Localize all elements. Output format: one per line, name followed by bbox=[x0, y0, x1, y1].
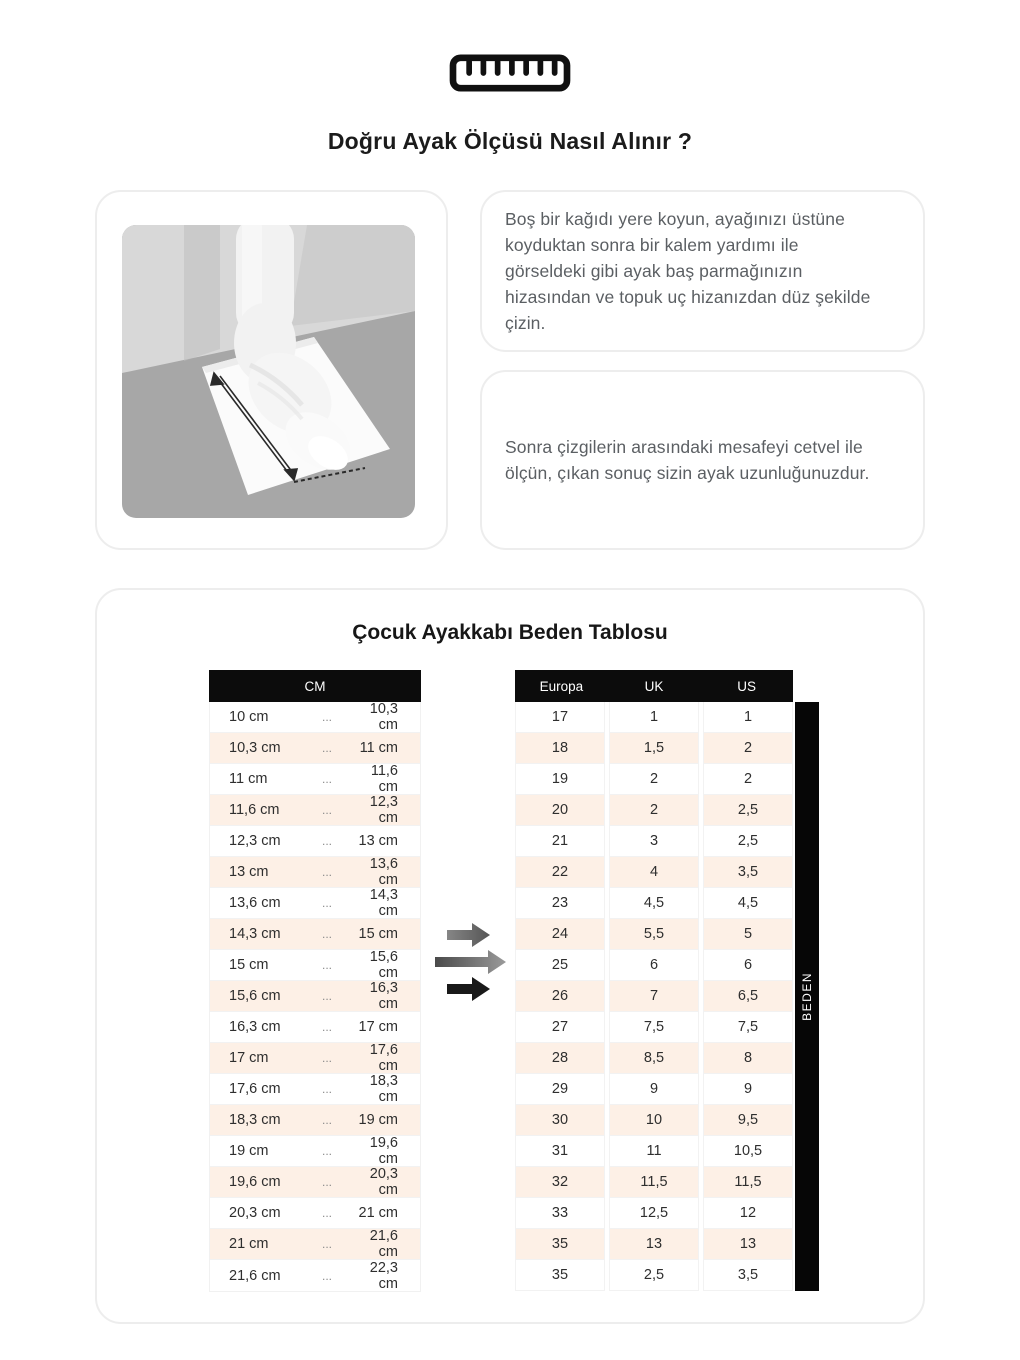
size-europa-value: 22 bbox=[515, 857, 605, 888]
size-table-row bbox=[515, 826, 793, 857]
range-dots: ... bbox=[321, 1051, 332, 1065]
range-dots: ... bbox=[321, 710, 332, 724]
size-uk-value: 9 bbox=[609, 1074, 699, 1105]
range-dots: ... bbox=[321, 958, 332, 972]
size-europa-value: 33 bbox=[515, 1198, 605, 1229]
size-us-value: 12 bbox=[703, 1198, 793, 1229]
instruction-step-2: Sonra çizgilerin arasındaki mesafeyi cetvel ile ölçün, çıkan sonuç sizin ayak uzunluğunuzdur. bbox=[505, 437, 870, 483]
cm-min-value: 10 cm bbox=[229, 709, 269, 725]
cm-max-value: 19 cm bbox=[358, 1112, 398, 1128]
cm-max-value: 19,6 cm bbox=[369, 1135, 398, 1167]
size-us-value: 2,5 bbox=[703, 795, 793, 826]
cm-min-value: 17,6 cm bbox=[229, 1081, 281, 1097]
size-table-row bbox=[515, 857, 793, 888]
size-table-row bbox=[515, 733, 793, 764]
size-table-row bbox=[515, 764, 793, 795]
size-europa-value: 35 bbox=[515, 1260, 605, 1291]
size-us-value: 3,5 bbox=[703, 857, 793, 888]
size-table-row bbox=[515, 1260, 793, 1291]
cm-min-value: 11 cm bbox=[229, 771, 268, 787]
cm-table-row bbox=[210, 1136, 420, 1167]
size-uk-value: 11,5 bbox=[609, 1167, 699, 1198]
size-uk-value: 2 bbox=[609, 795, 699, 826]
cm-table-row bbox=[210, 1012, 420, 1043]
cm-min-value: 17 cm bbox=[229, 1050, 269, 1066]
cm-max-value: 21 cm bbox=[358, 1205, 398, 1221]
range-dots: ... bbox=[321, 865, 332, 879]
cm-max-value: 13,6 cm bbox=[369, 856, 398, 888]
size-table-row bbox=[515, 1043, 793, 1074]
size-uk-value: 3 bbox=[609, 826, 699, 857]
size-uk-value: 8,5 bbox=[609, 1043, 699, 1074]
cm-table-row bbox=[210, 1167, 420, 1198]
size-europa-value: 27 bbox=[515, 1012, 605, 1043]
size-us-value: 5 bbox=[703, 919, 793, 950]
size-table-row bbox=[515, 919, 793, 950]
cm-min-value: 13 cm bbox=[229, 864, 269, 880]
range-dots: ... bbox=[321, 1268, 332, 1283]
size-europa-value: 20 bbox=[515, 795, 605, 826]
size-table bbox=[515, 670, 793, 1291]
size-table-row bbox=[515, 795, 793, 826]
size-table-row bbox=[515, 702, 793, 733]
cm-min-value: 14,3 cm bbox=[229, 926, 281, 942]
size-table-row bbox=[515, 1167, 793, 1198]
size-europa-value: 30 bbox=[515, 1105, 605, 1136]
cm-min-value: 19 cm bbox=[229, 1143, 269, 1159]
cm-max-value: 20,3 cm bbox=[369, 1166, 398, 1198]
size-table-header-uk: UK bbox=[644, 678, 664, 694]
instruction-card-2 bbox=[480, 370, 925, 550]
size-table-row bbox=[515, 981, 793, 1012]
page-title: Doğru Ayak Ölçüsü Nasıl Alınır ? bbox=[327, 128, 693, 154]
size-uk-value: 7 bbox=[609, 981, 699, 1012]
cm-max-value: 13 cm bbox=[358, 833, 398, 849]
cm-table bbox=[209, 670, 421, 1292]
range-dots: ... bbox=[321, 1144, 332, 1158]
cm-min-value: 13,6 cm bbox=[229, 895, 281, 911]
range-dots: ... bbox=[321, 1082, 332, 1096]
range-dots: ... bbox=[321, 1020, 332, 1034]
cm-max-value: 21,6 cm bbox=[369, 1228, 398, 1260]
cm-table-row bbox=[210, 795, 420, 826]
cm-table-row bbox=[210, 981, 420, 1012]
size-chart-title: Çocuk Ayakkabı Beden Tablosu bbox=[352, 621, 668, 644]
size-europa-value: 17 bbox=[515, 702, 605, 733]
size-table-row bbox=[515, 1229, 793, 1260]
size-europa-value: 32 bbox=[515, 1167, 605, 1198]
cm-min-value: 19,6 cm bbox=[229, 1174, 281, 1190]
size-uk-value: 2 bbox=[609, 764, 699, 795]
cm-table-row bbox=[210, 702, 420, 733]
cm-table-row bbox=[210, 1105, 420, 1136]
cm-table-row bbox=[210, 1074, 420, 1105]
range-dots: ... bbox=[321, 989, 332, 1003]
beden-bar bbox=[795, 702, 819, 1291]
cm-min-value: 21 cm bbox=[229, 1236, 269, 1252]
cm-max-value: 15,6 cm bbox=[369, 949, 398, 981]
range-dots: ... bbox=[321, 1175, 332, 1189]
instruction-step-1: Boş bir kağıdı yere koyun, ayağınızı üstüne koyduktan sonra bir kalem yardımı ile görseldeki gibi ayak baş parmağınızın hizasından ve topuk uç hizanızdan düz şekilde çizin. bbox=[505, 209, 871, 333]
size-us-value: 9 bbox=[703, 1074, 793, 1105]
size-europa-value: 23 bbox=[515, 888, 605, 919]
cm-min-value: 21,6 cm bbox=[229, 1267, 281, 1284]
cm-max-value: 16,3 cm bbox=[369, 980, 398, 1012]
size-us-value: 3,5 bbox=[703, 1260, 793, 1291]
foot-measure-photo bbox=[122, 225, 415, 518]
cm-max-value: 22,3 cm bbox=[369, 1259, 398, 1292]
foot-measure-photo-card bbox=[95, 190, 448, 550]
size-chart-card bbox=[95, 588, 925, 1324]
size-uk-value: 10 bbox=[609, 1105, 699, 1136]
cm-max-value: 17 cm bbox=[358, 1019, 398, 1035]
cm-table-row bbox=[210, 919, 420, 950]
ruler-icon bbox=[0, 54, 1020, 97]
size-europa-value: 35 bbox=[515, 1229, 605, 1260]
size-uk-value: 12,5 bbox=[609, 1198, 699, 1229]
size-table-row bbox=[515, 1074, 793, 1105]
cm-min-value: 18,3 cm bbox=[229, 1112, 281, 1128]
cm-min-value: 11,6 cm bbox=[229, 802, 280, 818]
size-us-value: 4,5 bbox=[703, 888, 793, 919]
size-table-header bbox=[515, 670, 793, 702]
cm-table-row bbox=[210, 826, 420, 857]
cm-table-row bbox=[210, 857, 420, 888]
cm-table-row bbox=[210, 1260, 420, 1291]
size-table-row bbox=[515, 1105, 793, 1136]
cm-table-header: CM bbox=[209, 670, 421, 702]
cm-min-value: 20,3 cm bbox=[229, 1205, 281, 1221]
size-us-value: 10,5 bbox=[703, 1136, 793, 1167]
range-dots: ... bbox=[321, 834, 332, 848]
cm-min-value: 16,3 cm bbox=[229, 1019, 281, 1035]
cm-min-value: 12,3 cm bbox=[229, 833, 281, 849]
size-uk-value: 5,5 bbox=[609, 919, 699, 950]
size-uk-value: 4 bbox=[609, 857, 699, 888]
size-us-value: 6 bbox=[703, 950, 793, 981]
cm-table-row bbox=[210, 1043, 420, 1074]
cm-table-row bbox=[210, 764, 420, 795]
size-us-value: 2 bbox=[703, 733, 793, 764]
size-us-value: 2 bbox=[703, 764, 793, 795]
size-europa-value: 21 bbox=[515, 826, 605, 857]
size-table-row bbox=[515, 1136, 793, 1167]
size-us-value: 6,5 bbox=[703, 981, 793, 1012]
cm-table-body bbox=[209, 702, 421, 1292]
size-us-value: 8 bbox=[703, 1043, 793, 1074]
size-europa-value: 19 bbox=[515, 764, 605, 795]
size-table-row bbox=[515, 888, 793, 919]
beden-label: BEDEN bbox=[800, 972, 814, 1021]
cm-max-value: 17,6 cm bbox=[369, 1042, 398, 1074]
triple-right-arrows-icon bbox=[432, 920, 512, 1007]
size-europa-value: 18 bbox=[515, 733, 605, 764]
size-uk-value: 6 bbox=[609, 950, 699, 981]
size-europa-value: 26 bbox=[515, 981, 605, 1012]
size-uk-value: 1,5 bbox=[609, 733, 699, 764]
size-europa-value: 31 bbox=[515, 1136, 605, 1167]
size-table-header-us: US bbox=[737, 678, 757, 694]
cm-min-value: 15,6 cm bbox=[229, 988, 281, 1004]
size-europa-value: 29 bbox=[515, 1074, 605, 1105]
size-table-header-europa: Europa bbox=[539, 678, 584, 694]
range-dots: ... bbox=[321, 896, 332, 910]
size-uk-value: 1 bbox=[609, 702, 699, 733]
size-us-value: 7,5 bbox=[703, 1012, 793, 1043]
size-table-row bbox=[515, 1012, 793, 1043]
range-dots: ... bbox=[321, 772, 332, 786]
cm-table-row bbox=[210, 950, 420, 981]
range-dots: ... bbox=[321, 741, 332, 755]
size-us-value: 2,5 bbox=[703, 826, 793, 857]
cm-max-value: 15 cm bbox=[358, 926, 398, 942]
cm-table-row bbox=[210, 733, 420, 764]
size-europa-value: 25 bbox=[515, 950, 605, 981]
size-uk-value: 11 bbox=[609, 1136, 699, 1167]
size-table-body bbox=[515, 702, 793, 1291]
size-us-value: 11,5 bbox=[703, 1167, 793, 1198]
cm-max-value: 11,6 cm bbox=[370, 763, 398, 795]
range-dots: ... bbox=[321, 1113, 332, 1127]
cm-max-value: 14,3 cm bbox=[369, 887, 398, 919]
cm-max-value: 10,3 cm bbox=[369, 701, 398, 733]
range-dots: ... bbox=[321, 1237, 332, 1251]
range-dots: ... bbox=[321, 803, 332, 817]
cm-table-row bbox=[210, 888, 420, 919]
cm-max-value: 11 cm bbox=[359, 740, 398, 756]
size-europa-value: 24 bbox=[515, 919, 605, 950]
size-uk-value: 4,5 bbox=[609, 888, 699, 919]
cm-table-row bbox=[210, 1229, 420, 1260]
size-us-value: 13 bbox=[703, 1229, 793, 1260]
size-table-row bbox=[515, 1198, 793, 1229]
size-us-value: 9,5 bbox=[703, 1105, 793, 1136]
cm-min-value: 10,3 cm bbox=[229, 740, 281, 756]
size-europa-value: 28 bbox=[515, 1043, 605, 1074]
size-uk-value: 7,5 bbox=[609, 1012, 699, 1043]
size-uk-value: 13 bbox=[609, 1229, 699, 1260]
instruction-card-1 bbox=[480, 190, 925, 352]
cm-max-value: 12,3 cm bbox=[369, 794, 398, 826]
size-uk-value: 2,5 bbox=[609, 1260, 699, 1291]
size-us-value: 1 bbox=[703, 702, 793, 733]
cm-min-value: 15 cm bbox=[229, 957, 269, 973]
range-dots: ... bbox=[321, 1206, 332, 1220]
range-dots: ... bbox=[321, 927, 332, 941]
cm-table-row bbox=[210, 1198, 420, 1229]
cm-max-value: 18,3 cm bbox=[369, 1073, 398, 1105]
size-table-row bbox=[515, 950, 793, 981]
